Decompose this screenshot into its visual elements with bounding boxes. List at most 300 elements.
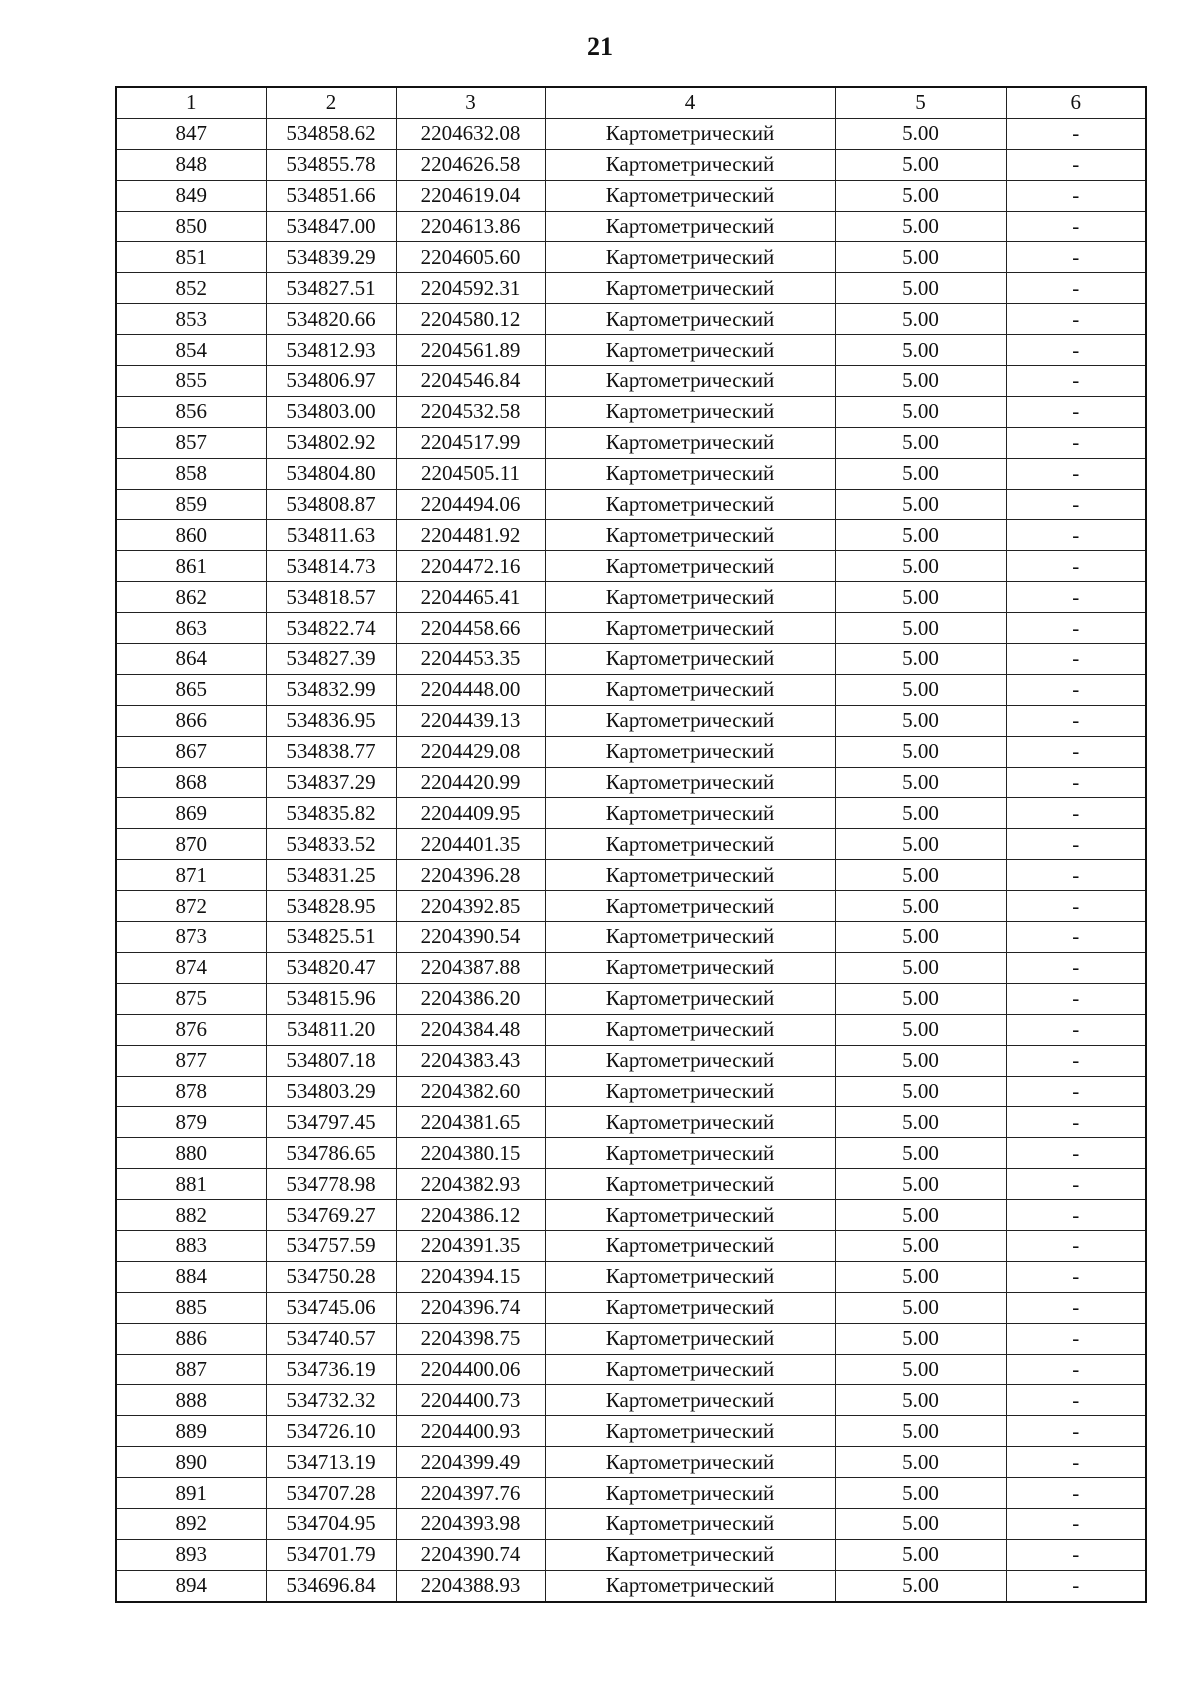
point-number-cell: 852 [116, 273, 266, 304]
method-cell: Картометрический [545, 273, 835, 304]
table-row [116, 829, 1146, 860]
point-number-cell: 855 [116, 366, 266, 397]
accuracy-cell: 5.00 [835, 798, 1006, 829]
y-coordinate-cell: 2204388.93 [396, 1570, 545, 1601]
accuracy-cell: 5.00 [835, 613, 1006, 644]
x-coordinate-cell: 534786.65 [266, 1138, 396, 1169]
point-number-cell: 878 [116, 1076, 266, 1107]
method-cell: Картометрический [545, 983, 835, 1014]
description-cell: - [1006, 489, 1146, 520]
description-cell: - [1006, 458, 1146, 489]
method-cell: Картометрический [545, 1200, 835, 1231]
point-number-cell: 876 [116, 1014, 266, 1045]
table-row [116, 1478, 1146, 1509]
accuracy-cell: 5.00 [835, 149, 1006, 180]
description-cell: - [1006, 1014, 1146, 1045]
accuracy-cell: 5.00 [835, 860, 1006, 891]
method-cell: Картометрический [545, 1539, 835, 1570]
accuracy-cell: 5.00 [835, 1014, 1006, 1045]
y-coordinate-cell: 2204392.85 [396, 891, 545, 922]
accuracy-cell: 5.00 [835, 1107, 1006, 1138]
y-coordinate-cell: 2204465.41 [396, 582, 545, 613]
point-number-cell: 866 [116, 705, 266, 736]
table-row [116, 211, 1146, 242]
y-coordinate-cell: 2204400.73 [396, 1385, 545, 1416]
coordinates-table [115, 86, 1147, 1603]
y-coordinate-cell: 2204383.43 [396, 1045, 545, 1076]
y-coordinate-cell: 2204420.99 [396, 767, 545, 798]
table-body [116, 118, 1146, 1601]
accuracy-cell: 5.00 [835, 458, 1006, 489]
accuracy-cell: 5.00 [835, 1261, 1006, 1292]
x-coordinate-cell: 534815.96 [266, 983, 396, 1014]
description-cell: - [1006, 551, 1146, 582]
point-number-cell: 875 [116, 983, 266, 1014]
table-row [116, 1416, 1146, 1447]
table-row [116, 304, 1146, 335]
table-row [116, 180, 1146, 211]
description-cell: - [1006, 1230, 1146, 1261]
accuracy-cell: 5.00 [835, 304, 1006, 335]
x-coordinate-cell: 534797.45 [266, 1107, 396, 1138]
accuracy-cell: 5.00 [835, 705, 1006, 736]
y-coordinate-cell: 2204619.04 [396, 180, 545, 211]
point-number-cell: 848 [116, 149, 266, 180]
y-coordinate-cell: 2204505.11 [396, 458, 545, 489]
column-header-4: 4 [545, 87, 835, 118]
method-cell: Картометрический [545, 922, 835, 953]
description-cell: - [1006, 1200, 1146, 1231]
x-coordinate-cell: 534811.20 [266, 1014, 396, 1045]
point-number-cell: 859 [116, 489, 266, 520]
accuracy-cell: 5.00 [835, 1508, 1006, 1539]
method-cell: Картометрический [545, 1292, 835, 1323]
point-number-cell: 887 [116, 1354, 266, 1385]
x-coordinate-cell: 534807.18 [266, 1045, 396, 1076]
x-coordinate-cell: 534838.77 [266, 736, 396, 767]
description-cell: - [1006, 983, 1146, 1014]
method-cell: Картометрический [545, 1385, 835, 1416]
method-cell: Картометрический [545, 1045, 835, 1076]
table-row [116, 1107, 1146, 1138]
y-coordinate-cell: 2204387.88 [396, 952, 545, 983]
y-coordinate-cell: 2204390.54 [396, 922, 545, 953]
table-row [116, 1200, 1146, 1231]
description-cell: - [1006, 1570, 1146, 1601]
accuracy-cell: 5.00 [835, 180, 1006, 211]
point-number-cell: 890 [116, 1447, 266, 1478]
point-number-cell: 881 [116, 1169, 266, 1200]
point-number-cell: 886 [116, 1323, 266, 1354]
y-coordinate-cell: 2204401.35 [396, 829, 545, 860]
x-coordinate-cell: 534827.39 [266, 644, 396, 675]
point-number-cell: 853 [116, 304, 266, 335]
table-row [116, 1385, 1146, 1416]
y-coordinate-cell: 2204626.58 [396, 149, 545, 180]
description-cell: - [1006, 1261, 1146, 1292]
description-cell: - [1006, 952, 1146, 983]
y-coordinate-cell: 2204391.35 [396, 1230, 545, 1261]
x-coordinate-cell: 534832.99 [266, 674, 396, 705]
x-coordinate-cell: 534713.19 [266, 1447, 396, 1478]
x-coordinate-cell: 534820.47 [266, 952, 396, 983]
description-cell: - [1006, 1107, 1146, 1138]
table-row [116, 1261, 1146, 1292]
y-coordinate-cell: 2204397.76 [396, 1478, 545, 1509]
method-cell: Картометрический [545, 582, 835, 613]
y-coordinate-cell: 2204429.08 [396, 736, 545, 767]
point-number-cell: 894 [116, 1570, 266, 1601]
table-row [116, 705, 1146, 736]
y-coordinate-cell: 2204398.75 [396, 1323, 545, 1354]
accuracy-cell: 5.00 [835, 736, 1006, 767]
method-cell: Картометрический [545, 1354, 835, 1385]
accuracy-cell: 5.00 [835, 1169, 1006, 1200]
description-cell: - [1006, 1354, 1146, 1385]
column-header-1: 1 [116, 87, 266, 118]
accuracy-cell: 5.00 [835, 1416, 1006, 1447]
x-coordinate-cell: 534726.10 [266, 1416, 396, 1447]
y-coordinate-cell: 2204494.06 [396, 489, 545, 520]
description-cell: - [1006, 1323, 1146, 1354]
y-coordinate-cell: 2204546.84 [396, 366, 545, 397]
x-coordinate-cell: 534825.51 [266, 922, 396, 953]
description-cell: - [1006, 1076, 1146, 1107]
description-cell: - [1006, 211, 1146, 242]
table-row [116, 674, 1146, 705]
x-coordinate-cell: 534778.98 [266, 1169, 396, 1200]
description-cell: - [1006, 427, 1146, 458]
method-cell: Картометрический [545, 396, 835, 427]
point-number-cell: 869 [116, 798, 266, 829]
accuracy-cell: 5.00 [835, 520, 1006, 551]
table-row [116, 613, 1146, 644]
y-coordinate-cell: 2204390.74 [396, 1539, 545, 1570]
x-coordinate-cell: 534833.52 [266, 829, 396, 860]
table-header [116, 87, 1146, 118]
y-coordinate-cell: 2204580.12 [396, 304, 545, 335]
header-row [116, 87, 1146, 118]
point-number-cell: 871 [116, 860, 266, 891]
accuracy-cell: 5.00 [835, 335, 1006, 366]
method-cell: Картометрический [545, 860, 835, 891]
x-coordinate-cell: 534769.27 [266, 1200, 396, 1231]
accuracy-cell: 5.00 [835, 242, 1006, 273]
x-coordinate-cell: 534822.74 [266, 613, 396, 644]
x-coordinate-cell: 534812.93 [266, 335, 396, 366]
table-row [116, 1539, 1146, 1570]
x-coordinate-cell: 534847.00 [266, 211, 396, 242]
method-cell: Картометрический [545, 1323, 835, 1354]
method-cell: Картометрический [545, 520, 835, 551]
table-row [116, 922, 1146, 953]
accuracy-cell: 5.00 [835, 396, 1006, 427]
y-coordinate-cell: 2204400.06 [396, 1354, 545, 1385]
method-cell: Картометрический [545, 1478, 835, 1509]
accuracy-cell: 5.00 [835, 366, 1006, 397]
x-coordinate-cell: 534818.57 [266, 582, 396, 613]
accuracy-cell: 5.00 [835, 1323, 1006, 1354]
point-number-cell: 858 [116, 458, 266, 489]
point-number-cell: 882 [116, 1200, 266, 1231]
table-row [116, 767, 1146, 798]
method-cell: Картометрический [545, 1230, 835, 1261]
x-coordinate-cell: 534732.32 [266, 1385, 396, 1416]
table-row [116, 1230, 1146, 1261]
point-number-cell: 879 [116, 1107, 266, 1138]
accuracy-cell: 5.00 [835, 118, 1006, 149]
method-cell: Картометрический [545, 613, 835, 644]
table-row [116, 489, 1146, 520]
y-coordinate-cell: 2204409.95 [396, 798, 545, 829]
method-cell: Картометрический [545, 489, 835, 520]
x-coordinate-cell: 534806.97 [266, 366, 396, 397]
description-cell: - [1006, 180, 1146, 211]
method-cell: Картометрический [545, 242, 835, 273]
table-row [116, 427, 1146, 458]
description-cell: - [1006, 304, 1146, 335]
y-coordinate-cell: 2204386.20 [396, 983, 545, 1014]
description-cell: - [1006, 149, 1146, 180]
table-row [116, 1447, 1146, 1478]
x-coordinate-cell: 534836.95 [266, 705, 396, 736]
accuracy-cell: 5.00 [835, 1570, 1006, 1601]
x-coordinate-cell: 534851.66 [266, 180, 396, 211]
table-row [116, 860, 1146, 891]
point-number-cell: 862 [116, 582, 266, 613]
accuracy-cell: 5.00 [835, 1138, 1006, 1169]
x-coordinate-cell: 534707.28 [266, 1478, 396, 1509]
table-row [116, 335, 1146, 366]
point-number-cell: 877 [116, 1045, 266, 1076]
accuracy-cell: 5.00 [835, 1539, 1006, 1570]
method-cell: Картометрический [545, 211, 835, 242]
column-header-6: 6 [1006, 87, 1146, 118]
point-number-cell: 850 [116, 211, 266, 242]
page-number: 21 [587, 32, 613, 61]
table-row [116, 736, 1146, 767]
method-cell: Картометрический [545, 705, 835, 736]
column-header-2: 2 [266, 87, 396, 118]
point-number-cell: 861 [116, 551, 266, 582]
point-number-cell: 874 [116, 952, 266, 983]
description-cell: - [1006, 396, 1146, 427]
point-number-cell: 867 [116, 736, 266, 767]
x-coordinate-cell: 534808.87 [266, 489, 396, 520]
method-cell: Картометрический [545, 1261, 835, 1292]
point-number-cell: 872 [116, 891, 266, 922]
point-number-cell: 851 [116, 242, 266, 273]
point-number-cell: 880 [116, 1138, 266, 1169]
x-coordinate-cell: 534820.66 [266, 304, 396, 335]
x-coordinate-cell: 534835.82 [266, 798, 396, 829]
method-cell: Картометрический [545, 1076, 835, 1107]
method-cell: Картометрический [545, 118, 835, 149]
method-cell: Картометрический [545, 335, 835, 366]
table-row [116, 520, 1146, 551]
y-coordinate-cell: 2204380.15 [396, 1138, 545, 1169]
y-coordinate-cell: 2204453.35 [396, 644, 545, 675]
description-cell: - [1006, 335, 1146, 366]
y-coordinate-cell: 2204382.60 [396, 1076, 545, 1107]
y-coordinate-cell: 2204399.49 [396, 1447, 545, 1478]
table-row [116, 952, 1146, 983]
accuracy-cell: 5.00 [835, 1478, 1006, 1509]
accuracy-cell: 5.00 [835, 1076, 1006, 1107]
x-coordinate-cell: 534696.84 [266, 1570, 396, 1601]
y-coordinate-cell: 2204458.66 [396, 613, 545, 644]
table-row [116, 798, 1146, 829]
point-number-cell: 888 [116, 1385, 266, 1416]
y-coordinate-cell: 2204592.31 [396, 273, 545, 304]
x-coordinate-cell: 534745.06 [266, 1292, 396, 1323]
table-row [116, 1169, 1146, 1200]
method-cell: Картометрический [545, 829, 835, 860]
x-coordinate-cell: 534750.28 [266, 1261, 396, 1292]
table-row [116, 1014, 1146, 1045]
table-row [116, 1508, 1146, 1539]
accuracy-cell: 5.00 [835, 891, 1006, 922]
x-coordinate-cell: 534804.80 [266, 458, 396, 489]
column-header-3: 3 [396, 87, 545, 118]
x-coordinate-cell: 534839.29 [266, 242, 396, 273]
method-cell: Картометрический [545, 1416, 835, 1447]
description-cell: - [1006, 736, 1146, 767]
table-row [116, 1323, 1146, 1354]
x-coordinate-cell: 534827.51 [266, 273, 396, 304]
table-row [116, 551, 1146, 582]
accuracy-cell: 5.00 [835, 644, 1006, 675]
point-number-cell: 884 [116, 1261, 266, 1292]
method-cell: Картометрический [545, 1447, 835, 1478]
table-row [116, 242, 1146, 273]
column-header-5: 5 [835, 87, 1006, 118]
x-coordinate-cell: 534858.62 [266, 118, 396, 149]
y-coordinate-cell: 2204394.15 [396, 1261, 545, 1292]
accuracy-cell: 5.00 [835, 427, 1006, 458]
y-coordinate-cell: 2204386.12 [396, 1200, 545, 1231]
x-coordinate-cell: 534757.59 [266, 1230, 396, 1261]
accuracy-cell: 5.00 [835, 952, 1006, 983]
description-cell: - [1006, 273, 1146, 304]
y-coordinate-cell: 2204396.28 [396, 860, 545, 891]
description-cell: - [1006, 922, 1146, 953]
method-cell: Картометрический [545, 458, 835, 489]
accuracy-cell: 5.00 [835, 922, 1006, 953]
accuracy-cell: 5.00 [835, 1385, 1006, 1416]
method-cell: Картометрический [545, 1169, 835, 1200]
y-coordinate-cell: 2204613.86 [396, 211, 545, 242]
table-row [116, 118, 1146, 149]
point-number-cell: 854 [116, 335, 266, 366]
method-cell: Картометрический [545, 674, 835, 705]
table-row [116, 396, 1146, 427]
x-coordinate-cell: 534811.63 [266, 520, 396, 551]
accuracy-cell: 5.00 [835, 1354, 1006, 1385]
accuracy-cell: 5.00 [835, 767, 1006, 798]
table-row [116, 273, 1146, 304]
x-coordinate-cell: 534803.00 [266, 396, 396, 427]
description-cell: - [1006, 891, 1146, 922]
y-coordinate-cell: 2204632.08 [396, 118, 545, 149]
accuracy-cell: 5.00 [835, 829, 1006, 860]
accuracy-cell: 5.00 [835, 983, 1006, 1014]
table-row [116, 1292, 1146, 1323]
point-number-cell: 889 [116, 1416, 266, 1447]
method-cell: Картометрический [545, 427, 835, 458]
method-cell: Картометрический [545, 1014, 835, 1045]
y-coordinate-cell: 2204382.93 [396, 1169, 545, 1200]
description-cell: - [1006, 1045, 1146, 1076]
y-coordinate-cell: 2204481.92 [396, 520, 545, 551]
x-coordinate-cell: 534803.29 [266, 1076, 396, 1107]
point-number-cell: 868 [116, 767, 266, 798]
table-row [116, 891, 1146, 922]
table-row [116, 1570, 1146, 1601]
accuracy-cell: 5.00 [835, 551, 1006, 582]
point-number-cell: 891 [116, 1478, 266, 1509]
method-cell: Картометрический [545, 180, 835, 211]
method-cell: Картометрический [545, 304, 835, 335]
x-coordinate-cell: 534814.73 [266, 551, 396, 582]
x-coordinate-cell: 534701.79 [266, 1539, 396, 1570]
y-coordinate-cell: 2204393.98 [396, 1508, 545, 1539]
y-coordinate-cell: 2204381.65 [396, 1107, 545, 1138]
point-number-cell: 885 [116, 1292, 266, 1323]
x-coordinate-cell: 534837.29 [266, 767, 396, 798]
table-row [116, 644, 1146, 675]
description-cell: - [1006, 705, 1146, 736]
point-number-cell: 873 [116, 922, 266, 953]
method-cell: Картометрический [545, 1570, 835, 1601]
method-cell: Картометрический [545, 149, 835, 180]
description-cell: - [1006, 520, 1146, 551]
description-cell: - [1006, 1416, 1146, 1447]
point-number-cell: 856 [116, 396, 266, 427]
y-coordinate-cell: 2204605.60 [396, 242, 545, 273]
table-row [116, 1138, 1146, 1169]
x-coordinate-cell: 534704.95 [266, 1508, 396, 1539]
accuracy-cell: 5.00 [835, 1447, 1006, 1478]
method-cell: Картометрический [545, 767, 835, 798]
description-cell: - [1006, 1447, 1146, 1478]
description-cell: - [1006, 829, 1146, 860]
description-cell: - [1006, 1539, 1146, 1570]
point-number-cell: 864 [116, 644, 266, 675]
method-cell: Картометрический [545, 1138, 835, 1169]
description-cell: - [1006, 674, 1146, 705]
x-coordinate-cell: 534855.78 [266, 149, 396, 180]
point-number-cell: 892 [116, 1508, 266, 1539]
accuracy-cell: 5.00 [835, 674, 1006, 705]
description-cell: - [1006, 1478, 1146, 1509]
description-cell: - [1006, 1508, 1146, 1539]
description-cell: - [1006, 767, 1146, 798]
point-number-cell: 857 [116, 427, 266, 458]
description-cell: - [1006, 613, 1146, 644]
description-cell: - [1006, 1169, 1146, 1200]
y-coordinate-cell: 2204448.00 [396, 674, 545, 705]
method-cell: Картометрический [545, 1508, 835, 1539]
table-row [116, 1045, 1146, 1076]
x-coordinate-cell: 534831.25 [266, 860, 396, 891]
accuracy-cell: 5.00 [835, 273, 1006, 304]
y-coordinate-cell: 2204472.16 [396, 551, 545, 582]
table-row [116, 458, 1146, 489]
accuracy-cell: 5.00 [835, 1045, 1006, 1076]
point-number-cell: 893 [116, 1539, 266, 1570]
x-coordinate-cell: 534736.19 [266, 1354, 396, 1385]
